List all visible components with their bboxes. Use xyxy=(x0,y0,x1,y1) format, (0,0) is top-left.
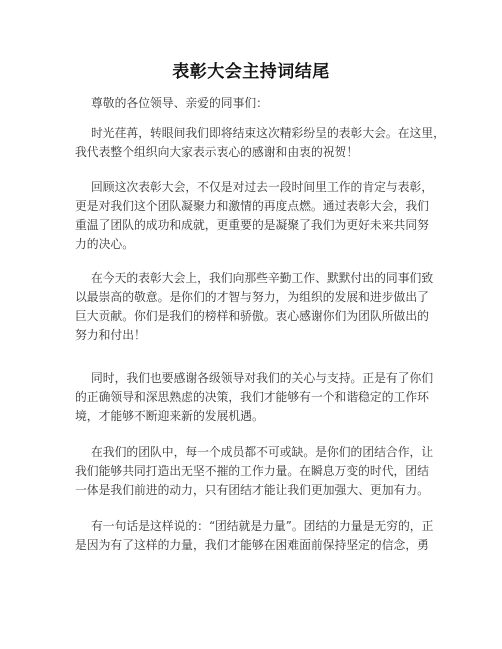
paragraph-line: 尊敬的各位领导、亲爱的同事们： xyxy=(91,96,268,110)
paragraph-5 xyxy=(75,443,435,500)
paragraph-line: 我们能够共同打造出无坚不摧的工作力量。在瞬息万变的时代，团结 xyxy=(75,464,429,478)
paragraph-4 xyxy=(75,369,435,426)
paragraph-line: 的正确领导和深思熟虑的决策，我们才能够有一个和谐稳定的工作环 xyxy=(75,390,429,404)
paragraph-line: 努力和付出！ xyxy=(75,328,146,342)
paragraph-6 xyxy=(75,517,435,555)
paragraph-line: 在今天的表彰大会上，我们向那些辛勤工作、默默付出的同事们致 xyxy=(91,271,434,285)
paragraph-line: 是因为有了这样的力量，我们才能够在困难面前保持坚定的信念，勇 xyxy=(75,538,429,552)
document-title: 表彰大会主持词结尾 xyxy=(172,62,330,82)
paragraph-line: 同时，我们也要感谢各级领导对我们的关心与支持。正是有了你们 xyxy=(91,371,434,385)
paragraph-line: 力的决心。 xyxy=(75,237,134,251)
paragraph-line: 时光荏苒，转眼间我们即将结束这次精彩纷呈的表彰大会。在这里， xyxy=(91,126,445,140)
paragraph-line: 巨大贡献。你们是我们的榜样和骄傲。衷心感谢你们为团队所做出的 xyxy=(75,309,429,323)
paragraph-line: 我代表整个组织向大家表示衷心的感谢和由衷的祝贺！ xyxy=(75,145,359,159)
paragraph-line: 以最崇高的敬意。是你们的才智与努力，为组织的发展和进步做出了 xyxy=(75,290,429,304)
paragraph-line: 更是对我们这个团队凝聚力和激情的再度点燃。通过表彰大会，我们 xyxy=(75,199,429,213)
paragraph-3 xyxy=(75,269,435,345)
paragraph-line: 回顾这次表彰大会，不仅是对过去一段时间里工作的肯定与表彰， xyxy=(91,180,434,194)
paragraph-line: 一体是我们前进的动力，只有团结才能让我们更加强大、更加有力。 xyxy=(75,483,429,497)
paragraph-line: 境，才能够不断迎来新的发展机遇。 xyxy=(75,409,264,423)
paragraph-1 xyxy=(75,124,445,162)
paragraph-2 xyxy=(75,178,435,254)
paragraph-line: 在我们的团队中，每一个成员都不可或缺。是你们的团结合作，让 xyxy=(91,445,434,459)
paragraph-greeting xyxy=(75,94,435,113)
paragraph-line: 重温了团队的成功和成就，更重要的是凝聚了我们为更好未来共同努 xyxy=(75,218,429,232)
paragraph-line: 有一句话是这样说的：“团结就是力量”。团结的力量是无穷的，正 xyxy=(91,519,434,533)
